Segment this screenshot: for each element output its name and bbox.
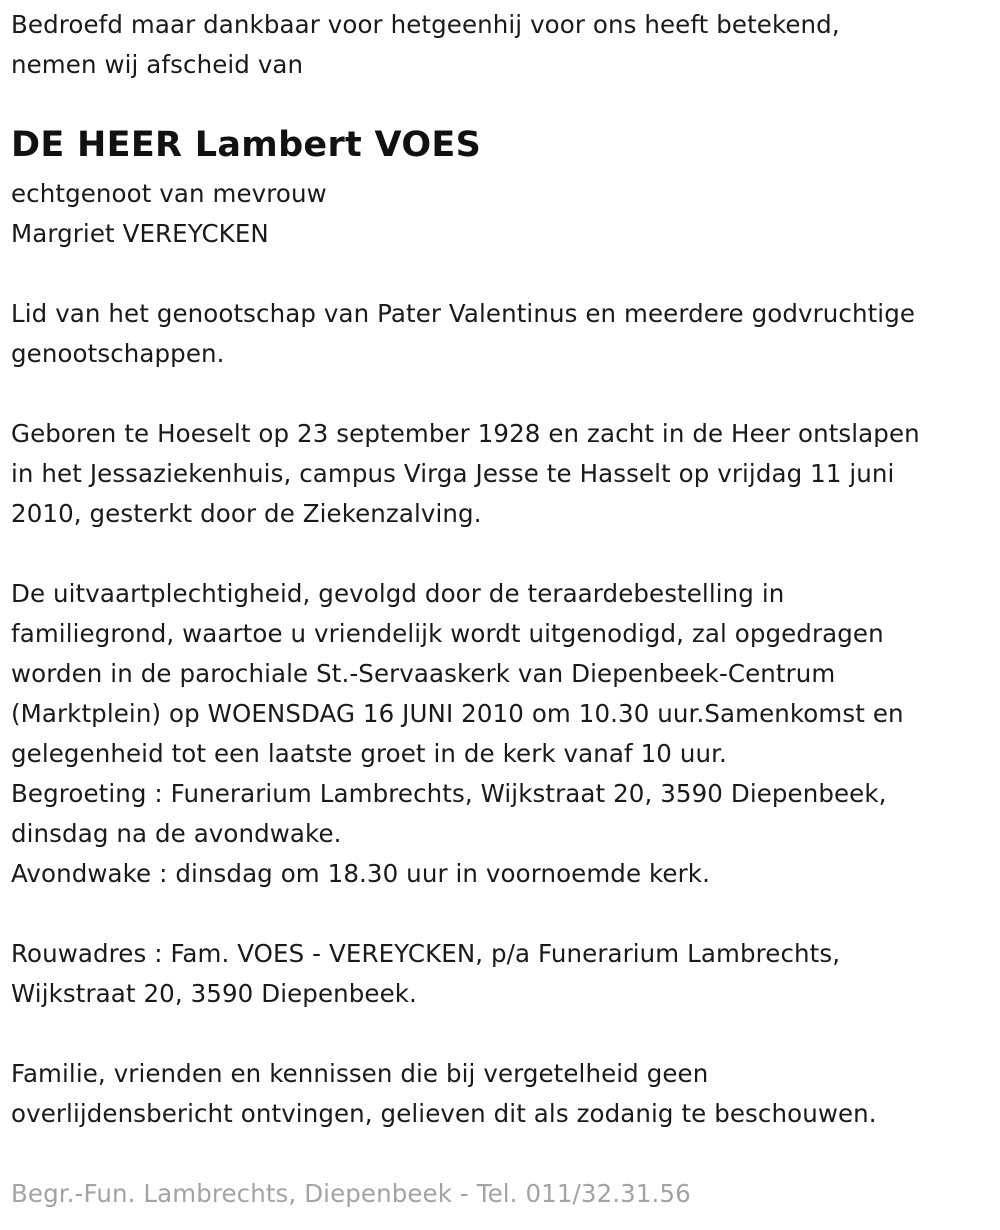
mourning-address-line: Wijkstraat 20, 3590 Diepenbeek.: [11, 979, 417, 1008]
funeral-line: gelegenheid tot een laatste groet in de kerk vanaf 10 uur.: [11, 739, 727, 768]
notice-line: overlijdensbericht ontvingen, gelieven dit als zodanig te beschouwen.: [11, 1099, 877, 1128]
birth-death-paragraph: [11, 414, 920, 534]
notice-line: Familie, vrienden en kennissen die bij vergetelheid geen: [11, 1059, 709, 1088]
birth-death-line: Geboren te Hoeselt op 23 september 1928 en zacht in de Heer ontslapen: [11, 419, 920, 448]
funeral-paragraph: [11, 574, 904, 894]
funeral-line: worden in de parochiale St.-Servaaskerk van Diepenbeek-Centrum: [11, 659, 836, 688]
greeting-line: Begroeting : Funerarium Lambrechts, Wijkstraat 20, 3590 Diepenbeek,: [11, 779, 887, 808]
funeral-line: (Marktplein) op WOENSDAG 16 JUNI 2010 om 10.30 uur.Samenkomst en: [11, 699, 904, 728]
notice-paragraph: [11, 1054, 877, 1134]
intro-line: nemen wij afscheid van: [11, 50, 304, 79]
funeral-line: De uitvaartplechtigheid, gevolgd door de teraardebestelling in: [11, 579, 785, 608]
intro-line: Bedroefd maar dankbaar voor hetgeenhij voor ons heeft betekend,: [11, 10, 840, 39]
membership-line: genootschappen.: [11, 339, 225, 368]
funeral-line: familiegrond, waartoe u vriendelijk wordt uitgenodigd, zal opgedragen: [11, 619, 884, 648]
funeral-home-footer: Begr.-Fun. Lambrechts, Diepenbeek - Tel. 011/32.31.56: [11, 1179, 691, 1208]
spouse-name: Margriet VEREYCKEN: [11, 219, 269, 248]
intro-paragraph: [11, 5, 840, 85]
mourning-address-paragraph: [11, 934, 840, 1014]
vigil-line: Avondwake : dinsdag om 18.30 uur in voornoemde kerk.: [11, 859, 710, 888]
membership-line: Lid van het genootschap van Pater Valentinus en meerdere godvruchtige: [11, 299, 916, 328]
membership-paragraph: [11, 294, 915, 374]
mourning-address-line: Rouwadres : Fam. VOES - VEREYCKEN, p/a Funerarium Lambrechts,: [11, 939, 841, 968]
deceased-name: DE HEER Lambert VOES: [11, 125, 482, 165]
birth-death-line: 2010, gesterkt door de Ziekenzalving.: [11, 499, 482, 528]
spouse-paragraph: [11, 174, 327, 254]
greeting-line: dinsdag na de avondwake.: [11, 819, 342, 848]
birth-death-line: in het Jessaziekenhuis, campus Virga Jesse te Hasselt op vrijdag 11 juni: [11, 459, 895, 488]
spouse-line: echtgenoot van mevrouw: [11, 179, 327, 208]
